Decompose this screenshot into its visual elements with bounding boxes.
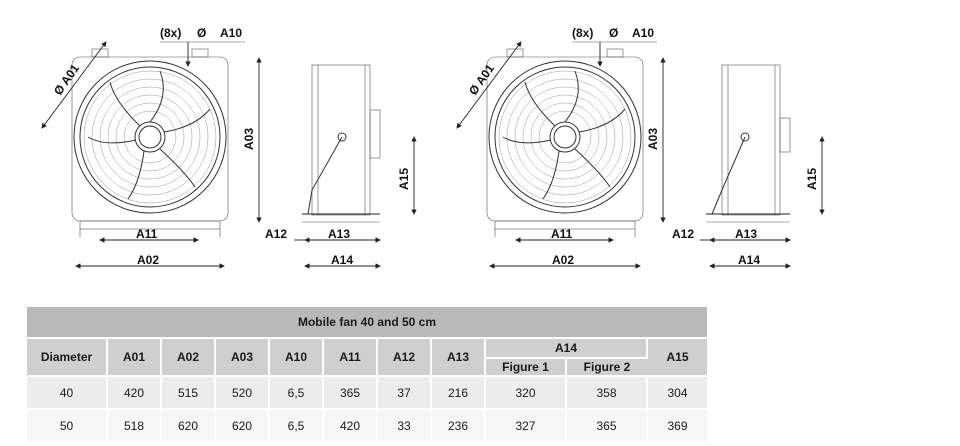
- fig1-A12-label: A12: [265, 227, 288, 241]
- table-title: Mobile fan 40 and 50 cm: [27, 307, 707, 338]
- cell: 40: [27, 376, 107, 409]
- table-row: [27, 376, 707, 409]
- cell: 216: [431, 376, 485, 409]
- fig1-A14-label: A14: [331, 253, 354, 267]
- cell: 6,5: [269, 409, 323, 442]
- fig2-A03-label: A03: [646, 127, 660, 150]
- col-header-A12: A12: [377, 338, 431, 376]
- fig2-A13-label: A13: [735, 227, 758, 241]
- col-header-A13: A13: [431, 338, 485, 376]
- col-header-diameter: Diameter: [27, 338, 107, 376]
- fig2-A12-label: A12: [672, 227, 695, 241]
- figure-1-front-view: [72, 49, 228, 237]
- fig1-phi-symbol: Ø: [197, 26, 207, 40]
- cell: 327: [485, 409, 566, 442]
- col-header-A10: A10: [269, 338, 323, 376]
- cell: 304: [647, 376, 707, 409]
- fig1-A02-label: A02: [137, 253, 160, 267]
- cell: 37: [377, 376, 431, 409]
- fig1-A01-label: Ø A01: [50, 61, 83, 98]
- col-header-A11: A11: [323, 338, 377, 376]
- col-header-A03: A03: [215, 338, 269, 376]
- cell: 365: [566, 409, 647, 442]
- cell: 33: [377, 409, 431, 442]
- fig2-A15-label: A15: [805, 167, 819, 190]
- cell: 620: [215, 409, 269, 442]
- fig2-A11-label: A11: [551, 227, 573, 241]
- fig2-A14-label: A14: [738, 253, 761, 267]
- fig2-phi-symbol: Ø: [609, 26, 619, 40]
- cell: 365: [323, 376, 377, 409]
- figure-1-side-view: [302, 65, 380, 222]
- col-header-A02: A02: [161, 338, 215, 376]
- fig2-A02-label: A02: [552, 253, 575, 267]
- fig1-A10-label: A10: [220, 26, 243, 40]
- cell: 320: [485, 376, 566, 409]
- fig2-qty-label: (8x): [572, 26, 594, 40]
- fig1-A13-label: A13: [328, 227, 351, 241]
- figure-2-side-view: [706, 65, 790, 222]
- figure-2-front-view: [487, 49, 643, 237]
- dimensions-table: [27, 307, 707, 443]
- fig2-A10-label: A10: [632, 26, 655, 40]
- fig1-qty-label: (8x): [160, 26, 182, 40]
- fig1-A15-label: A15: [397, 167, 411, 190]
- cell: 520: [215, 376, 269, 409]
- cell: 420: [323, 409, 377, 442]
- cell: 6,5: [269, 376, 323, 409]
- fig1-A03-label: A03: [242, 127, 256, 150]
- table-row: [27, 409, 707, 442]
- cell: 518: [107, 409, 161, 442]
- cell: 515: [161, 376, 215, 409]
- cell: 236: [431, 409, 485, 442]
- cell: 50: [27, 409, 107, 442]
- col-header-A01: A01: [107, 338, 161, 376]
- col-header-A15: A15: [647, 338, 707, 376]
- cell: 369: [647, 409, 707, 442]
- cell: 358: [566, 376, 647, 409]
- fig1-A11-label: A11: [136, 227, 158, 241]
- cell: 420: [107, 376, 161, 409]
- col-header-A14: A14: [485, 338, 647, 358]
- cell: 620: [161, 409, 215, 442]
- subheader-figure-1: Figure 1: [485, 358, 566, 376]
- subheader-figure-2: Figure 2: [566, 358, 647, 376]
- fig2-A01-label: Ø A01: [465, 61, 498, 98]
